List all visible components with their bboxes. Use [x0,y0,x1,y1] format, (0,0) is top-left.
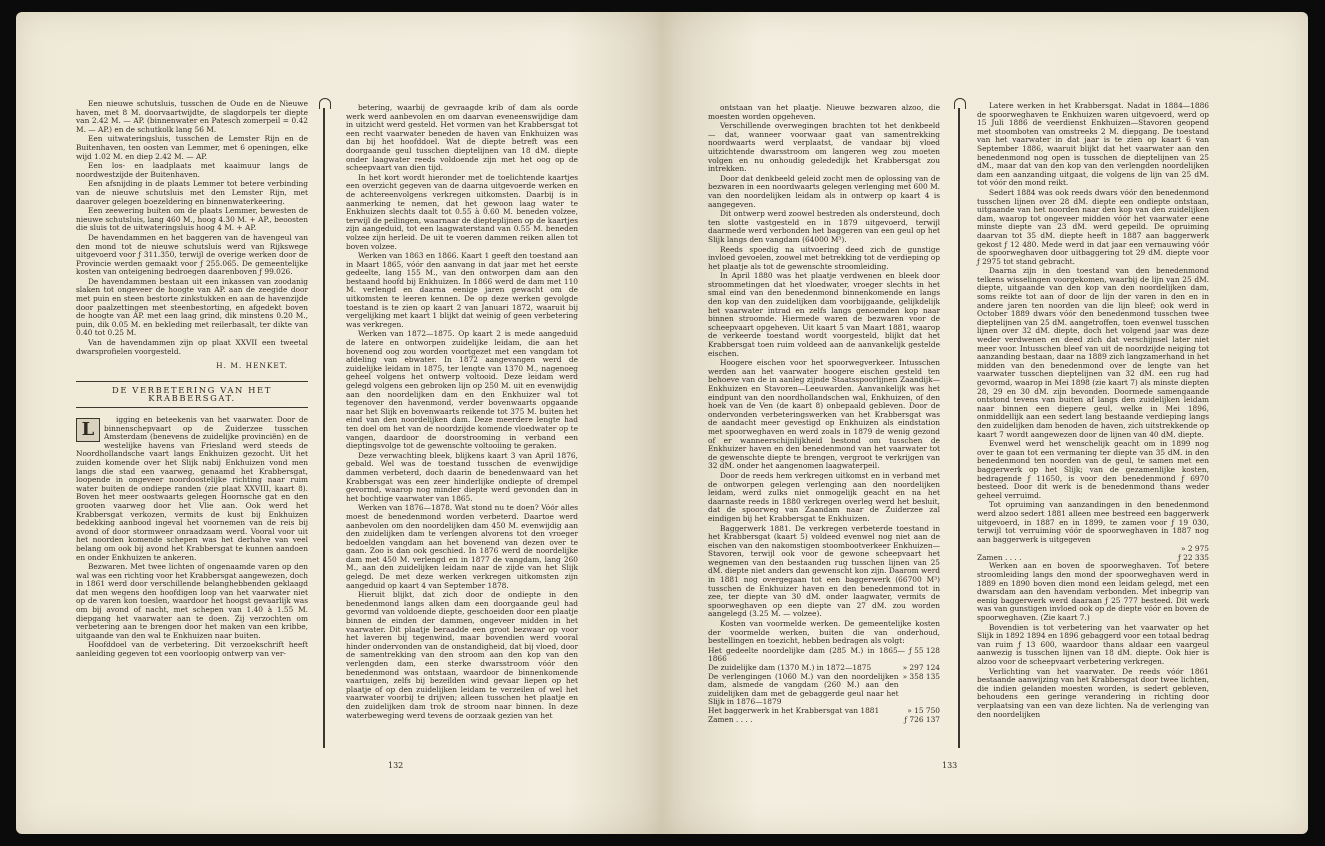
cost-label: Het baggerwerk in het Krabbersgat van 1881 [708,705,880,715]
paragraph: Bovendien is tot verbetering van het vaarwater op het Slijk in 1892 1894 en 1896 gebaggerd voor een totaal bedrag van ruim ƒ 13 600, waardoor thans aldaar een vaargeul aanwezig is tusschen lijnen van 18 dM. diepte. Ook hier is alzoo voor de scheepvaart verbetering verkregen. [977,622,1209,666]
drop-cap: L [76,418,100,442]
paragraph: igging en beteekenis van het vaarwater. Door de binnenschepvaart op de Zuiderzee tusschen Amsterdam (benevens de zuidelijke provinciën) en de westelijke havens van Friesland werd steeds de Noordhollandsche vaart langs Enkhuizen gezocht. Uit het zuiden komende over het Slijk nabij Enkhuizen vond men langs die stad een vaarweg, genaamd het Krabbersgat, loopende in ongeveer noordoostelijke richting naar ruim water buiten de ondiepe randen (zie plaat XXVIII, kaart 8). Boven het meer oostwaarts gelegen Hoornsche gat en den grooten vaarweg door het Vlie aan. Ook werd het Krabbersgat verkozen, vermits de kust bij Enkhuizen bedekking aanbood ingeval het voornemen van de reis bij avond of door stormweer onraadzaam werd. Vooral voor uit het noorden komende schepen was het derhalve van veel belang om ook bij avond het Krabbersgat te kunnen aandoen en onder Enkhuizen te ankeren. [76,415,308,562]
paragraph: Van de havendammen zijn op plaat XXVII een tweetal dwarsprofielen voorgesteld. [76,338,308,356]
paragraph: Werken van 1876—1878. Wat stond nu te doen? Vóór alles moest de benedenmond worden verbeterd. Daartoe werd aanbevolen om den noordelijken dam 450 M. evenwijdig aan den zuidelijken dam te verlengen alvorens tot den vroeger bedoelden vangdam aan het bovenend van dezen over te gaan. Zoo is dan ook geschied. In 1876 werd de noordelijke dam met 450 M. verlengd en in 1877 de vangdam, lang 260 M., aan den zuidelijken leidam naar de zijde van het Slijk gelegd. De met deze werken verkregen uitkomsten zijn aangeduid op kaart 4 van September 1878. [346,503,578,590]
cost-amount: » 358 135 [902,671,940,681]
author-signature: H. M. HENKET. [216,361,288,371]
cost-amount: ƒ 55 128 [909,645,940,655]
paragraph: Baggerwerk 1881. De verkregen verbeterde toestand in het Krabbersgat (kaart 5) voldeed evenwel nog niet aan de eischen van den nakomstigen stoombootverkeer Enkhuizen—Stavoren, terwijl ook voor de gewone scheepvaart het wegnemen van den bestaanden rug tusschen lijnen van 25 dM. diepte niet anders dan gewenscht kon zijn. Daarom werd in 1881 nog overgegaan tot een baggerwerk (66700 M³) tusschen de Enkhuizer haven en den benedenmond tot in zee, ter diepte van 30 dM. onder laagwater, vermits de spoorweghaven op een diepte van 27 dM. zou worden aangelegd (3.25 M. — volzee). [708,523,940,619]
right-column-2 [977,102,1209,720]
paragraph: Sedert 1884 was ook reeds dwars vóór den benedenmond tusschen lijnen over 28 dM. diepte een ondiepte ontstaan, uitgaande van het noorden naar den kop van den zuidelijken dam, waarop tot ongeveer midden vóór het vaarwater eene minste diepte van 23 dM. werd gepeild. De opruiming daarvan tot 35 dM. diepte heeft in 1887 aan baggerwerk gekost ƒ 12 480. Mede werd in dat jaar een vernauwing vóór de spoorweghaven door uitbaggering tot 29 dM. diepte voor ƒ 2975 tot stand gebracht. [977,187,1209,266]
column-divider [323,108,325,748]
paragraph: Door dat denkbeeld geleid zocht men de oplossing van de bezwaren in een noordwaarts gelegen verlenging met 600 M. van den noordelijken leidam als in ontwerp op kaart 4 is aangegeven. [708,173,940,209]
paragraph: De havendammen bestaan uit een inkassen van zoodanig slaken tot ongeveer de hoogte van AP. aan de zeegide door met puin en steen bestorte zinkstukken en aan de havenzijde door paalzettingen met steenbestorting, en afgedekt boven de hoogte van AP. met een laag grind, dik minstens 0.20 M., puin, dik 0.05 M. en bekleding met reilerbasalt, ter dikte van 0.40 tot 0.25 M. [76,276,308,338]
right-column-1 [708,104,940,724]
cost-label: De verlengingen (1060 M.) van den noordelijken dam, alsmede de vangdam (260 M.) aan den zuidelijken dam met de gebaggerde geul naar het Slijk in 1876—1879 [708,671,899,707]
right-page [662,12,1308,834]
paragraph: Evenwel werd het wenschelijk geacht om in 1899 nog over te gaan tot een vermaning ter diepte van 35 dM. in den benedenmond ten noorden van de geul, te samen met een baggerwerk op het Slijk; van de gezamenlijke kosten, bedragende ƒ 11650, is voor den benedenmond ƒ 6970 besteed. Door dit werk is de benedenmond thans weder geheel verruimd. [977,439,1209,500]
paragraph: Deze verwachting bleek, blijkens kaart 3 van April 1876, gebald. Wel was de toestand tusschen de evenwijdige dammen verbeterd, doch daarin de benedenwaard van het Krabbersgat was een zeer hinderlijke ondiepte of drempel gevormd, waarop nog minder diepte werd gevonden dan in het bochtige vaarwater van 1865. [346,450,578,503]
section-heading: DE VERBETERING VAN HET KRABBERSGAT. [76,381,308,408]
paragraph: ontstaan van het plaatje. Nieuwe bezwaren alzoo, die moesten worden opgeheven. [708,103,940,121]
paragraph: Tot opruiming van aanzandingen in den benedenmond werd alzoo sedert 1881 alleen mee bestreed een baggerwerk uitgevoerd, in 1887 en in 1899, te zamen voor ƒ 19 030, terwijl tot verruiming vóór de spoorweghaven in 1887 nog aan baggerwerk is uitgegeven [977,500,1209,544]
baggerwerk-total-label: Zamen . . . . [977,552,1022,562]
cost-amount: » 15 750 [907,705,940,715]
paragraph: In het kort wordt hieronder met de toelichtende kaartjes een overzicht gegeven van de daarna uitgevoerde werken en de achtereenvolgens verkregen uitkomsten. Daarbij is in aanmerking te nemen, dat het gewoon laag water te Enkhuizen slechts daalt tot 0.55 à 0.60 M. beneden volzee, terwijl de peilingen, waarnaar de diepteplijnen op de kaartjes zijn aangeduid, tot een laagwaterstand van 0.55 M. beneden volzee zijn herleid. De uit te voeren dammen reiken allen tot boven volzee. [346,172,578,251]
paragraph: Een afsnijding in de plaats Lemmer tot betere verbinding van de nieuwe schutsluis met den Lemster Rijn, met daarover gelegen boezeldering en binnenwaterkeering. [76,179,308,206]
paragraph: Verlichting van het vaarwater. De reeds vóór 1861 bestaande aanwijzing van het Krabbersgat door twee lichten, die indien gelanden moesten worden, is sedert gebleven, behoudens een geringe verandering in richting door verplaatsing van een van deze lichten. Na de verlenging van den noordelijken [977,666,1209,719]
paragraph: Hoogere eischen voor het spoorwegverkeer. Intusschen werden aan het vaarwater hoogere eischen gesteld ten behoeve van de in aanleg zijnde Staatsspoorlijnen Zaandijk—Enkhuizen en Stavoren—Leeuwarden. Aanvankelijk was het eindpunt van den noordhollandschen wal, Enkhuizen, of den hoek van de Ven (de kaart 8) onbepaald gebleven. Door de ondervonden verbeteringswerken van het Krabbersgat was de aandacht meer gevestigd op Enkhuizen als eindstation met spoorweghaven en werd zoals in 1879 de wenig gezond of er wanneerschijnlijkheid bestond om tusschen de Enkhuizer haven en den benedenmond van het vaarwater tot de gewenschte diepte te brengen, vergroot te verkrijgen van 32 dM. onder het aangenomen laagwaterpeil. [708,358,940,471]
page-number-right: 133 [942,761,958,770]
paragraph: Werken van 1863 en 1866. Kaart 1 geeft den toestand aan in Maart 1865, vóór den aanvang in dat jaar met het eerste gedeelte, lang 155 M., van den ontworpen dam aan den bestaand hoofd bij Enkhuizen. In 1866 werd de dam met 110 M. verlengd en daarna eenige jaren gewacht om de uitkomsten te leeren kennen. De op deze werken gevolgde toestand is te zien op kaart 2 van Januari 1872, waaruit bij vergelijking met kaart 1 blijkt dat weinig of geen verbetering was verkregen. [346,251,578,329]
cost-row [708,647,940,664]
paragraph: Een nieuwe schutsluis, tusschen de Oude en de Nieuwe haven, met 8 M. doorvaartwijdte, de slagdorpels ter diepte van 2.42 M. — AP. (binnenwater en Patesch zomerpeil = 0.42 M. — AP.) en de schutkolk lang 56 M. [76,99,308,134]
paragraph: In April 1880 was het plaatje verdwenen en bleek door stroommetingen dat het vloedwater, vroeger slechts in het smal eind van den benedenmond binnenkomende en langs den kop van den zuidelijken dam voorbijgaande, gelijkdelijk het vaarwater intrad en zelfs langs genoemden kop naar binnen stroomde. Hiermede waren de bezwaren voor de scheepvaart opgeheven. Uit kaart 5 van Maart 1881, waarop de verkeerde toestand wordt voorgesteld, blijkt dat het Krabbersgat toen ruim voldeed aan de aanvankelijk gestelde eischen. [708,271,940,358]
paragraph: Een los- en laadplaats met kaaimuur langs de noordwestzijde der Buitenhaven. [76,161,308,179]
cost-label: Het gedeelte noordelijke dam (285 M.) in 1865—1866 [708,645,906,664]
paragraph: Een zeewering buiten om de plaats Lemmer, bewesten de nieuwe schutsluis, lang 460 M., hoog 4.30 M. + AP., beoosten die sluis tot de uitwateringsluis hoog 4 M. + AP. [76,206,308,233]
left-page [16,12,662,834]
cost-total-amount: ƒ 726 137 [904,714,940,724]
paragraph: Daarna zijn in den toestand van den benedenmond telkens wisselingen voorgekomen, waarbij de lijn van 25 dM. diepte, uitgaande van den kop van den noordelijken dam, soms reikte tot aan of door de lijn der varen in den en in andere jaren ten noorden van die lijn bleef; ook werd in October 1889 dwars vóór den benedenmond tusschen twee dieptelijnen van 25 dM. aangetroffen, toen evenwel tusschen lijnen over 32 dM. diepte, doch het volgend jaar was deze weder verdwenen en deed zich dat verschijnsel later niet meer voor. Intusschen bleef van uit de noordzijde neiging tot aanzanding bestaan, daar na 1889 zich langzamerhand in het midden van den benedenmond over de lengte van het vaarwater tusschen dieptelijnen van 32 dM. een rug had gevormd, waarop in Mei 1898 (zie kaart 7) als minste diepten 28, 29 en 30 dM. zijn bevonden. Doormede samengaande ontstond tevens van buiten af langs den zuidelijken leidam naar binnen een diepere geul, welke in Mei 1896, onmiddellijk aan een sedert lang bestaande verdieping langs den zuidelijken dam benoden de haven, zich uitstrekkende op kaart 7 wordt aangewezen door de lijnen van 40 dM. diepte. [977,266,1209,439]
paragraph: Door de reeds hem verkregen uitkomst en in verband met de ontworpen gelegen verlenging aan den noordelijken leidam, werd zulks niet onmogelijk geacht en na het daarnaste reeds in 1880 verkregen overleg werd het besluit, dat de spoorweg van Zaandam naar de Zuiderzee zal eindigen bij het Krabbersgat te Enkhuizen. [708,470,940,523]
baggerwerk-total-amount: ƒ 22 335 [1178,552,1209,562]
paragraph: Hieruit blijkt, dat zich door de ondiepte in den benedenmond langs alken dam een doorgaande geul had gevormd van voldoende diepte, geschoeiden door een plaatje binnen de einden der dammen, ongeveer midden in het vaarwater. Dit plaatje beraadde een groot bezwaar op voor het laveren bij tegenwind, maar bovendien werd vooral hinder ondervonden van de onstandigheid, dat bij vloed, door de samentrekking van den stroom aan den kop van den verlengden dam, een sterke dwarsstroom vóór den benedenmond was ontstaan, waardoor de binnenkomende vaartuigen, zelfs bij bezeilden wind gevaar liepen op het plaatje of op den zuidelijken leidam te verzeilen of wel het vaarwater voorbij te drijven; alleen tusschen het plaatje en den zuidelijken dam trok de stroom naar binnen. In deze waterbeweging werd tevens de oorzaak gezien van het [346,590,578,720]
paragraph: De havendammen en het baggeren van de havengeul van den mond tot de nieuwe schutsluis werd van Rijkswege uitgevoerd voor ƒ 311.350, terwijl de overige werken door de Provincie werden gemaakt voor ƒ 255.065. De gemeentelijke kosten van onteigening bedroegen daarenboven ƒ 99.026. [76,232,308,277]
left-column-2 [346,104,578,721]
cost-amount: » 297 124 [902,663,940,672]
paragraph: Bezwaren. Met twee lichten of ongenaamde varen op den wal was een richting voor het Krabbersgat aangewezen, doch in 1861 werd door verschillende belanghebbenden geklaagd dat men wegens den hoofdigen loop van het vaarwater niet op de varen kon toeslen, waardoor het hoogst gevaarlijk was om bij avond of nacht, met schepen van 1.40 à 1.55 M. diepgang het vaarwater aan te doen. Zij verzochten om verbetering aan te brengen door het maken van een kribbe, uitgaande van den wal te Enkhuizen naar buiten. [76,562,308,640]
paragraph: Verschillende overwegingen brachten tot het denkbeeld — dat, wanneer voorwaar gaat van samentrekking noordwaarts werd verplaatst, de vandaar bij vloed uitzichtende dwarsstroom om langeren weg zou moeten volgen en nu onhoudig gelededijk het Krabbersgat zou intrekken. [708,121,940,174]
paragraph: Een uitwateringsluis, tusschen de Lemster Rijn en de Buitenhaven, ten oosten van Lemmer, met 6 openingen, elke wijd 1.02 M. en diep 2.42 M. — AP. [76,134,308,161]
paragraph: Werken van 1872—1875. Op kaart 2 is mede aangeduid de latere en ontworpen zuidelijke leidam, die aan het bovenend oog zou worden voortgezet met een vangdam tot afdeling van ebwater. In 1872 aangevangen werd de zuidelijke leidam in 1875, ter lengte van 1370 M., nagenoeg geheel volgens het ontwerp voltooid. Deze leidam werd gelegd volgens een gebroken lijn op 250 M. uit en evenwijdig aan den noordelijken dam en den Enkhuizer wal tot tegenover den havenmond, verder bovenwaarts opgaande naar het Slijk en bovenwaarts reikende tot 375 M. buiten het eind van den noordelijken dam. Deze meerdere lengte had ten doel om het van de noordzijde komende vloedwater op te vangen, daardoor de doorstrooming in verband een dieptingsvolge tot de gewenschte voltooiing te geraken. [346,329,578,451]
paragraph: Werken aan en boven de spoorweghaven. Tot betere stroomleiding langs den mond der spoorweghaven werd in 1889 en 1890 boven dien mond een leidam gelegd, met een dwarsdam aan den havendam verbonden. Met inbegrip van eenig baggerwerk werd daaraan ƒ 25 777 besteed. Dit werk was van gunstigen invloed ook op de diepte vóór en boven de spoorweghaven. (Zie kaart 7.) [977,561,1209,623]
baggerwerk-amount: » 2 975 [1180,544,1209,554]
column-divider [958,108,960,748]
paragraph: Kosten van voormelde werken. De gemeentelijke kosten der voormelde werken, buiten die van onderhoud, bestellingen en toezicht, hebben bedragen als volgt: [708,619,940,646]
book-spread [8,4,1317,842]
cost-total-label: Zamen . . . . [708,714,753,724]
cost-table [708,647,940,716]
paragraph: Reeds spoedig na uitvoering deed zich de gunstige invloed gevoelen, zoowel met betrekking tot de verdieping op het plaatje als tot de gewenschte stroomleiding. [708,244,940,271]
paragraph: Latere werken in het Krabbersgat. Nadat in 1884—1886 de spoorweghaven te Enkhuizen waren uitgevoerd, werd op 15 Juli 1886 de veerdienst Enkhuizen—Stavoren geopend met stoomboten van omstreeks 2 M. diepgang. De toestand van het vaarwater in dat jaar is te zien op kaart 6 van September 1886, waaruit blijkt dat het vaarwater aan den benedenmond nog open is tusschen de dieptelijnen van 25 dM., maar dat van den kop van den verlengden noordelijken dam een aanzanding uitgaat, die volgens de lijn van 25 dM. tot vóór den mond reikt. [977,101,1209,188]
paragraph: Dit ontwerp werd zoowel bestreden als ondersteund, doch ten slotte vastgesteld en in 1879 uitgevoerd, terwijl daarmede werd verbonden het baggeren van een geul op het Slijk langs den vangdam (64000 M³). [708,209,940,244]
cost-total-row [708,716,940,725]
cost-row [708,673,940,707]
paragraph: betering, waarbij de gevraagde krib of dam als oorde werk werd aanbevolen en om daarvan eveneenswijdige dam in uitzicht werd gesteld. Het vormen van het Krabbersgat tot een recht vaarwater beneden de haven van Enkhuizen was dan bij het hoofddoel. Wat de diepte betreft was een doorgaande geul tusschen dieptelijnen van 18 dM. diepte onder laagwater reeds voldoende zijn met het oog op de scheepvaart van dien tijd. [346,103,578,173]
paragraph: Hoofddoel van de verbetering. Dit verzoekschrift heeft aanleiding gegeven tot een voorloopig ontwerp van ver- [76,640,308,659]
page-number-left: 132 [388,761,404,770]
left-column-1 [76,100,308,660]
cost-label: De zuidelijke dam (1370 M.) in 1872—1875 [708,663,872,672]
